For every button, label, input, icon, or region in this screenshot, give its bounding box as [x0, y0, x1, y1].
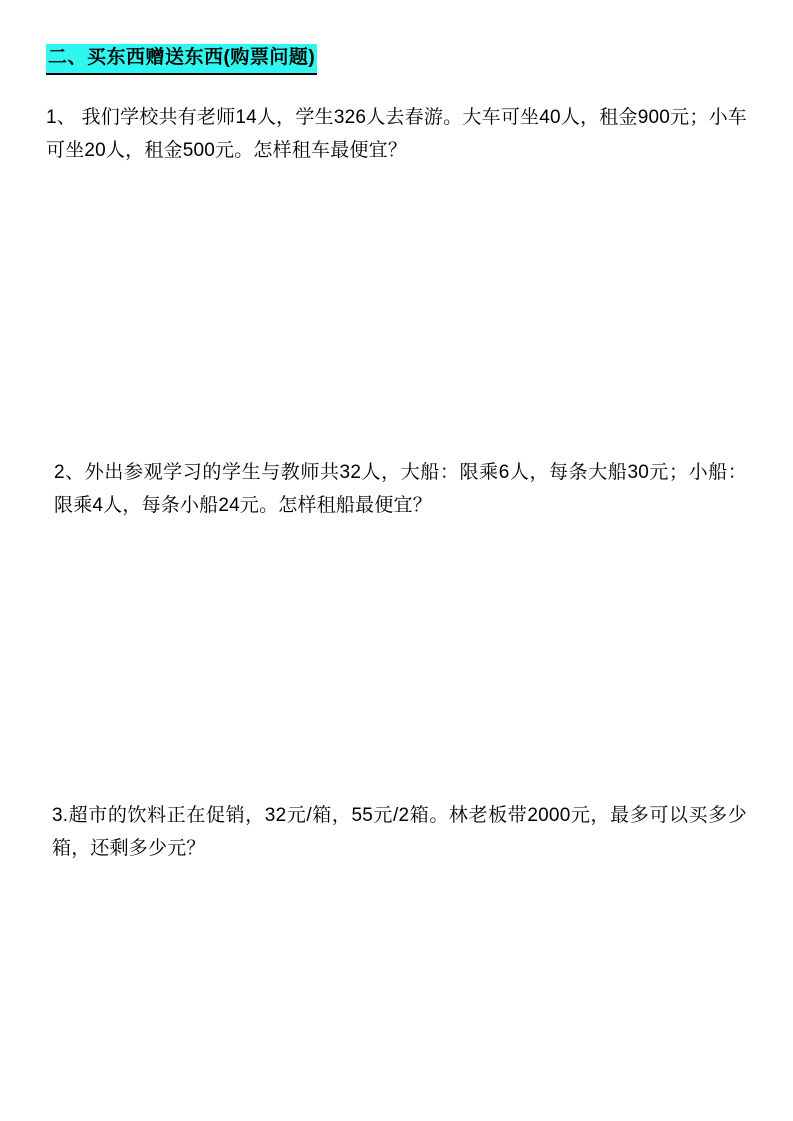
section-heading: 二、买东西赠送东西(购票问题)	[46, 44, 317, 75]
problem-text: 2、外出参观学习的学生与教师共32人，大船：限乘6人，每条大船30元；小船：限乘4人，每条小船24元。怎样租船最便宜？	[54, 462, 747, 517]
problem-text: 1、 我们学校共有老师14人，学生326人去春游。大车可坐40人，租金900元；小车可坐20人，租金500元。怎样租车最便宜？	[46, 106, 747, 161]
problem-item	[46, 799, 747, 866]
problem-item	[46, 456, 747, 523]
problem-text: 3.超市的饮料正在促销，32元/箱，55元/2箱。林老板带2000元，最多可以买多少箱，还剩多少元？	[52, 804, 747, 859]
problem-item	[46, 101, 747, 168]
